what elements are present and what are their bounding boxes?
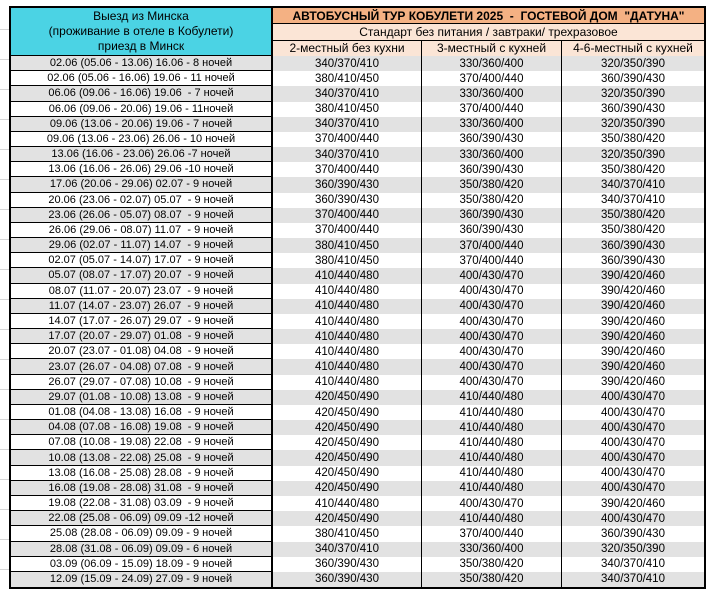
table-row [11, 71, 704, 86]
date-cell: 06.06 (09.06 - 20.06) 19.06 - 11ночей [11, 102, 273, 117]
price-cell-3bed: 370/400/440 [421, 253, 561, 268]
price-cell-4-6bed: 390/420/460 [561, 268, 704, 283]
price-cell-4-6bed: 350/380/420 [561, 223, 704, 238]
date-cell: 07.08 (10.08 - 19.08) 22.08 - 9 ночей [11, 435, 273, 450]
price-cell-3bed: 360/390/430 [421, 162, 561, 177]
price-cell-2bed: 410/440/480 [315, 300, 379, 313]
date-cell: 29.06 (02.07 - 11.07) 14.07 - 9 ночей [11, 238, 273, 253]
date-cell: 20.07 (23.07 - 01.08) 04.08 - 9 ночей [11, 344, 273, 359]
price-cell-3bed: 330/360/400 [421, 147, 561, 162]
date-cell: 02.06 (05.06 - 13.06) 16.06 - 8 ночей [11, 56, 273, 71]
price-table [9, 6, 706, 589]
price-cell-3bed: 400/430/470 [421, 299, 561, 314]
price-cell-3bed: 410/440/480 [421, 481, 561, 496]
departure-header-line1: Выезд из Минска [93, 9, 189, 23]
date-cell: 20.06 (23.06 - 02.07) 05.07 - 9 ночей [11, 193, 273, 208]
price-cell-2bed: 410/440/480 [315, 345, 379, 358]
price-cell-4-6bed: 390/420/460 [561, 359, 704, 374]
price-cell-2bed: 410/440/480 [315, 361, 379, 374]
table-row [11, 208, 704, 223]
price-cell-3bed: 360/390/430 [421, 208, 561, 223]
price-cell-3bed: 370/400/440 [421, 526, 561, 541]
price-cell-2bed: 420/450/490 [315, 436, 379, 449]
price-cell-4-6bed: 350/380/420 [561, 132, 704, 147]
price-cell-3bed: 410/440/480 [421, 511, 561, 526]
date-cell: 13.08 (16.08 - 25.08) 28.08 - 9 ночей [11, 466, 273, 481]
date-cell: 11.07 (14.07 - 23.07) 26.07 - 9 ночей [11, 299, 273, 314]
table-row [11, 420, 704, 435]
departure-header-line3: приезд в Минск [97, 39, 185, 53]
price-cell-4-6bed: 400/430/470 [561, 420, 704, 435]
table-row [11, 466, 704, 481]
price-cell-4-6bed: 390/420/460 [561, 299, 704, 314]
table-row [11, 299, 704, 314]
column-headers-row [273, 41, 704, 56]
date-cell: 17.06 (20.06 - 29.06) 02.07 - 9 ночей [11, 177, 273, 192]
price-cell-4-6bed: 340/370/410 [561, 193, 704, 208]
table-row [11, 511, 704, 526]
tour-header-block [273, 8, 704, 56]
price-cell-2bed: 370/400/440 [315, 163, 379, 176]
price-cell-3bed: 360/390/430 [421, 223, 561, 238]
price-cell-3bed: 330/360/400 [421, 117, 561, 132]
price-cell-4-6bed: 400/430/470 [561, 466, 704, 481]
price-cell-2bed: 420/450/490 [315, 406, 379, 419]
price-cell-4-6bed: 320/350/390 [561, 86, 704, 101]
date-cell: 12.09 (15.09 - 24.09) 27.09 - 9 ночей [11, 572, 273, 587]
price-cell-3bed: 350/380/420 [421, 557, 561, 572]
date-cell: 14.07 (17.07 - 26.07) 29.07 - 9 ночей [11, 314, 273, 329]
table-row [11, 177, 704, 192]
departure-header-line2: (проживание в отеле в Кобулети) [48, 24, 234, 38]
price-cell-4-6bed: 390/420/460 [561, 284, 704, 299]
price-cell-4-6bed: 390/420/460 [561, 496, 704, 511]
price-cell-2bed: 380/410/450 [315, 72, 379, 85]
date-cell: 09.06 (13.06 - 20.06) 19.06 - 7 ночей [11, 117, 273, 132]
table-row [11, 572, 704, 587]
date-cell: 19.08 (22.08 - 31.08) 03.09 - 9 ночей [11, 496, 273, 511]
price-cell-2bed: 360/390/430 [315, 558, 379, 571]
price-cell-4-6bed: 400/430/470 [561, 405, 704, 420]
price-cell-3bed: 360/390/430 [421, 132, 561, 147]
table-row [11, 526, 704, 541]
price-cell-4-6bed: 350/380/420 [561, 162, 704, 177]
price-cell-3bed: 410/440/480 [421, 390, 561, 405]
date-cell: 08.07 (11.07 - 20.07) 23.07 - 9 ночей [11, 284, 273, 299]
table-header-band [11, 8, 704, 56]
price-cell-3bed: 410/440/480 [421, 420, 561, 435]
price-cell-3bed: 350/380/420 [421, 177, 561, 192]
column-header-4-6bed-kitchen: 4-6-местный с кухней [561, 41, 704, 56]
price-cell-2bed: 410/440/480 [315, 315, 379, 328]
price-cell-4-6bed: 400/430/470 [561, 511, 704, 526]
price-cell-3bed: 370/400/440 [421, 238, 561, 253]
price-cell-4-6bed: 360/390/430 [561, 102, 704, 117]
tour-title: АВТОБУСНЫЙ ТУР КОБУЛЕТИ 2025 - ГОСТЕВОЙ ДОМ "ДАТУНА" [273, 8, 704, 24]
date-cell: 10.08 (13.08 - 22.08) 25.08 - 9 ночей [11, 450, 273, 465]
price-cell-2bed: 410/440/480 [315, 269, 379, 282]
price-cell-4-6bed: 350/380/420 [561, 208, 704, 223]
date-cell: 02.07 (05.07 - 14.07) 17.07 - 9 ночей [11, 253, 273, 268]
gridline-margin [0, 0, 9, 596]
price-cell-2bed: 420/450/490 [315, 421, 379, 434]
table-row [11, 193, 704, 208]
price-cell-4-6bed: 400/430/470 [561, 450, 704, 465]
table-row [11, 117, 704, 132]
price-cell-4-6bed: 390/420/460 [561, 344, 704, 359]
price-cell-4-6bed: 360/390/430 [561, 526, 704, 541]
table-row [11, 375, 704, 390]
price-cell-4-6bed: 320/350/390 [561, 56, 704, 71]
price-cell-2bed: 410/440/480 [315, 376, 379, 389]
price-cell-2bed: 410/440/480 [315, 497, 379, 510]
price-cell-3bed: 400/430/470 [421, 329, 561, 344]
price-cell-3bed: 400/430/470 [421, 268, 561, 283]
table-row [11, 329, 704, 344]
table-row [11, 557, 704, 572]
table-row [11, 496, 704, 511]
price-cell-2bed: 340/370/410 [315, 543, 379, 556]
price-cell-4-6bed: 390/420/460 [561, 314, 704, 329]
price-cell-3bed: 330/360/400 [421, 86, 561, 101]
date-cell: 28.08 (31.08 - 06.09) 09.09 - 6 ночей [11, 542, 273, 557]
table-row [11, 238, 704, 253]
price-cell-4-6bed: 400/430/470 [561, 435, 704, 450]
price-cell-2bed: 380/410/450 [315, 239, 379, 252]
table-row [11, 450, 704, 465]
date-cell: 26.06 (29.06 - 08.07) 11.07 - 9 ночей [11, 223, 273, 238]
date-cell: 26.07 (29.07 - 07.08) 10.08 - 9 ночей [11, 375, 273, 390]
price-cell-2bed: 370/400/440 [315, 224, 379, 237]
price-cell-3bed: 400/430/470 [421, 375, 561, 390]
price-cell-2bed: 410/440/480 [315, 330, 379, 343]
date-cell: 13.06 (16.06 - 23.06) 26.06 -7 ночей [11, 147, 273, 162]
table-row [11, 268, 704, 283]
table-row [11, 223, 704, 238]
price-cell-3bed: 350/380/420 [421, 193, 561, 208]
price-cell-4-6bed: 340/370/410 [561, 177, 704, 192]
price-cell-4-6bed: 320/350/390 [561, 147, 704, 162]
price-cell-3bed: 400/430/470 [421, 284, 561, 299]
date-cell: 23.06 (26.06 - 05.07) 08.07 - 9 ночей [11, 208, 273, 223]
price-cell-4-6bed: 390/420/460 [561, 329, 704, 344]
price-cell-3bed: 410/440/480 [421, 466, 561, 481]
table-row [11, 435, 704, 450]
date-cell: 29.07 (01.08 - 10.08) 13.08 - 9 ночей [11, 390, 273, 405]
price-cell-3bed: 370/400/440 [421, 71, 561, 86]
table-row [11, 314, 704, 329]
table-row [11, 542, 704, 557]
price-cell-2bed: 380/410/450 [315, 254, 379, 267]
table-row [11, 253, 704, 268]
table-row [11, 390, 704, 405]
price-cell-3bed: 410/440/480 [421, 435, 561, 450]
date-cell: 02.06 (05.06 - 16.06) 19.06 - 11 ночей [11, 71, 273, 86]
departure-header-cell [11, 8, 273, 56]
price-cell-4-6bed: 390/420/460 [561, 375, 704, 390]
date-cell: 17.07 (20.07 - 29.07) 01.08 - 9 ночей [11, 329, 273, 344]
price-cell-3bed: 330/360/400 [421, 56, 561, 71]
date-cell: 09.06 (13.06 - 23.06) 26.06 - 10 ночей [11, 132, 273, 147]
date-cell: 03.09 (06.09 - 15.09) 18.09 - 9 ночей [11, 557, 273, 572]
price-cell-2bed: 410/440/480 [315, 285, 379, 298]
price-cell-2bed: 420/450/490 [315, 391, 379, 404]
price-cell-2bed: 370/400/440 [315, 209, 379, 222]
price-cell-3bed: 410/440/480 [421, 405, 561, 420]
table-row [11, 162, 704, 177]
price-cell-4-6bed: 360/390/430 [561, 253, 704, 268]
price-cell-4-6bed: 400/430/470 [561, 390, 704, 405]
table-row [11, 344, 704, 359]
date-cell: 25.08 (28.08 - 06.09) 09.09 - 9 ночей [11, 526, 273, 541]
table-row [11, 481, 704, 496]
table-row [11, 132, 704, 147]
price-cell-2bed: 340/370/410 [315, 118, 379, 131]
price-cell-2bed: 340/370/410 [315, 57, 379, 70]
table-row [11, 86, 704, 101]
date-cell: 01.08 (04.08 - 13.08) 16.08 - 9 ночей [11, 405, 273, 420]
price-cell-4-6bed: 360/390/430 [561, 71, 704, 86]
price-cell-4-6bed: 360/390/430 [561, 238, 704, 253]
price-cell-2bed: 380/410/450 [315, 103, 379, 116]
price-cell-2bed: 360/390/430 [315, 178, 379, 191]
price-cell-4-6bed: 400/430/470 [561, 481, 704, 496]
price-cell-2bed: 340/370/410 [315, 148, 379, 161]
price-cell-3bed: 400/430/470 [421, 359, 561, 374]
price-cell-2bed: 420/450/490 [315, 482, 379, 495]
date-cell: 16.08 (19.08 - 28.08) 31.08 - 9 ночей [11, 481, 273, 496]
price-cell-3bed: 400/430/470 [421, 496, 561, 511]
price-cell-3bed: 410/440/480 [421, 450, 561, 465]
date-cell: 23.07 (26.07 - 04.08) 07.08 - 9 ночей [11, 359, 273, 374]
price-cell-2bed: 380/410/450 [315, 527, 379, 540]
table-row [11, 147, 704, 162]
date-cell: 05.07 (08.07 - 17.07) 20.07 - 9 ночей [11, 268, 273, 283]
meal-plan-subtitle: Стандарт без питания / завтраки/ трехразовое [273, 24, 704, 40]
price-cell-3bed: 330/360/400 [421, 542, 561, 557]
price-cell-4-6bed: 340/370/410 [561, 557, 704, 572]
price-cell-4-6bed: 340/370/410 [561, 572, 704, 587]
price-cell-2bed: 420/450/490 [315, 512, 379, 525]
price-cell-2bed: 420/450/490 [315, 452, 379, 465]
table-row [11, 359, 704, 374]
price-cell-2bed: 340/370/410 [315, 87, 379, 100]
table-row [11, 102, 704, 117]
price-cell-2bed: 360/390/430 [315, 573, 379, 586]
price-cell-4-6bed: 320/350/390 [561, 117, 704, 132]
price-cell-3bed: 400/430/470 [421, 314, 561, 329]
table-body [11, 56, 704, 587]
column-header-2bed-no-kitchen: 2-местный без кухни [289, 41, 405, 56]
price-cell-3bed: 370/400/440 [421, 102, 561, 117]
price-cell-2bed: 420/450/490 [315, 467, 379, 480]
price-cell-3bed: 350/380/420 [421, 572, 561, 587]
column-header-3bed-kitchen: 3-местный с кухней [421, 41, 561, 56]
table-row [11, 284, 704, 299]
price-cell-4-6bed: 320/350/390 [561, 542, 704, 557]
table-row [11, 405, 704, 420]
price-cell-2bed: 370/400/440 [315, 133, 379, 146]
date-cell: 06.06 (09.06 - 16.06) 19.06 - 7 ночей [11, 86, 273, 101]
table-row [11, 56, 704, 71]
date-cell: 04.08 (07.08 - 16.08) 19.08 - 9 ночей [11, 420, 273, 435]
date-cell: 22.08 (25.08 - 06.09) 09.09 -12 ночей [11, 511, 273, 526]
date-cell: 13.06 (16.06 - 26.06) 29.06 -10 ночей [11, 162, 273, 177]
price-cell-2bed: 360/390/430 [315, 194, 379, 207]
price-cell-3bed: 400/430/470 [421, 344, 561, 359]
